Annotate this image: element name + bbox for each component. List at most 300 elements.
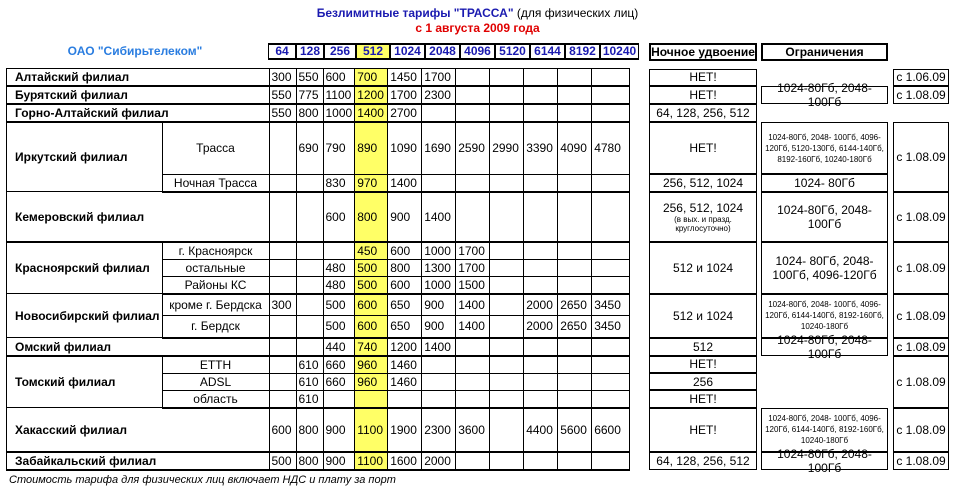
table-row: [7, 242, 630, 260]
footer-note: Стоимость тарифа для физических лиц включает НДС и плату за порт: [9, 474, 396, 486]
price-cell: [558, 104, 592, 122]
price-cell: [558, 373, 592, 390]
price-cell: [592, 192, 630, 242]
price-cell: 3450: [592, 294, 630, 316]
price-cell: 610: [296, 356, 323, 374]
page-title: [0, 6, 955, 20]
table-row: [7, 338, 630, 356]
price-cell: [592, 242, 630, 260]
price-cell: [323, 242, 355, 260]
company-name: ОАО "Сибирьтелеком": [67, 44, 203, 58]
date-cell-text: с 1.08.09: [896, 374, 946, 389]
price-cell: 1200: [388, 338, 422, 356]
price-cell: [592, 259, 630, 276]
date-cell-text: с 1.08.09: [896, 308, 946, 323]
table-row: [7, 356, 630, 374]
night-cell-text: НЕТ!: [689, 357, 717, 372]
date-cell-text: с 1.08.09: [896, 422, 946, 437]
price-cell: 2990: [490, 122, 524, 174]
table-row: [7, 294, 630, 316]
limit-cell: [761, 81, 888, 109]
price-cell: [296, 174, 323, 192]
price-cell: 970: [355, 174, 388, 192]
branch-name: Забайкальский филиал: [7, 452, 270, 470]
night-cell: [649, 338, 757, 356]
date-cell: [893, 294, 949, 338]
price-cell: [524, 242, 558, 260]
price-cell: 4090: [558, 122, 592, 174]
price-cell: [269, 242, 296, 260]
date-cell-text: с 1.08.09: [896, 260, 946, 275]
sub-tariff-name: г. Бердск: [162, 316, 269, 338]
night-cell-text: 512 и 1024: [672, 308, 734, 323]
limit-cell-text: 1024-80Гб, 2048- 100Гб, 4096-120Гб, 6144-140Гб, 8192-160Гб, 10240-180Гб: [765, 414, 884, 445]
price-cell: 500: [269, 452, 296, 470]
limits-header: Ограничения: [761, 43, 888, 61]
price-cell: [388, 390, 422, 408]
price-cell: [269, 338, 296, 356]
price-cell: [524, 373, 558, 390]
price-cell: [456, 373, 490, 390]
price-cell: [558, 390, 592, 408]
price-cell: 790: [323, 122, 355, 174]
night-cell: [649, 69, 757, 87]
title-main: Безлимитные тарифы "ТРАССА": [316, 6, 514, 20]
price-cell: [490, 408, 524, 452]
limit-cell: [761, 446, 888, 475]
night-header: Ночное удвоение: [649, 43, 757, 61]
price-cell: [490, 276, 524, 294]
branch-name: Горно-Алтайский филиал: [7, 104, 270, 122]
price-cell: 660: [323, 356, 355, 374]
price-cell: [296, 242, 323, 260]
price-cell: 1500: [456, 276, 490, 294]
branch-name: Омский филиал: [7, 338, 270, 356]
price-cell: [558, 192, 592, 242]
price-cell: 1690: [422, 122, 456, 174]
table-row: [7, 192, 630, 242]
price-cell: [422, 373, 456, 390]
speed-header-64: 64: [268, 43, 296, 60]
limit-cell-text: 1024-80Гб, 2048- 100Гб: [777, 202, 872, 231]
night-cell-text: НЕТ!: [689, 70, 717, 85]
price-cell: 1450: [388, 69, 422, 87]
night-cell: [649, 356, 757, 374]
price-cell: [524, 192, 558, 242]
price-cell: [558, 86, 592, 104]
limit-cell: [761, 192, 888, 242]
date-cell: [893, 69, 949, 87]
speed-header-256: 256: [324, 43, 356, 60]
price-cell: [456, 356, 490, 374]
price-cell: [269, 356, 296, 374]
night-cell: [649, 294, 757, 338]
night-cell: [649, 174, 757, 192]
price-cell: 550: [269, 86, 296, 104]
price-cell: 800: [296, 104, 323, 122]
branch-name: Красноярский филиал: [7, 242, 163, 294]
date-cell: [893, 452, 949, 470]
price-cell: 450: [355, 242, 388, 260]
price-cell: 900: [422, 294, 456, 316]
price-cell: [558, 356, 592, 374]
price-cell: 2000: [422, 452, 456, 470]
table-row: [7, 408, 630, 452]
price-cell: 800: [296, 408, 323, 452]
price-cell: 700: [355, 69, 388, 87]
price-cell: 1000: [422, 276, 456, 294]
price-cell: 610: [296, 390, 323, 408]
price-cell: 440: [323, 338, 355, 356]
price-cell: [456, 104, 490, 122]
price-cell: 800: [388, 259, 422, 276]
night-cell: [649, 390, 757, 408]
price-cell: 600: [269, 408, 296, 452]
price-cell: [490, 452, 524, 470]
date-cell: [893, 122, 949, 192]
price-cell: 960: [355, 373, 388, 390]
price-cell: [269, 174, 296, 192]
speed-header-1024: 1024: [390, 43, 425, 60]
sub-tariff-name: г. Красноярск: [162, 242, 269, 260]
price-cell: 3600: [456, 408, 490, 452]
price-cell: 610: [296, 373, 323, 390]
night-cell-text: 512: [692, 339, 714, 354]
date-cell-text: с 1.06.09: [896, 70, 946, 85]
price-cell: 1700: [456, 259, 490, 276]
price-cell: 960: [355, 356, 388, 374]
night-cell-text: 256: [692, 374, 714, 389]
sub-tariff-name: Районы КС: [162, 276, 269, 294]
price-cell: 600: [355, 316, 388, 338]
price-cell: 1400: [456, 294, 490, 316]
price-cell: 300: [269, 294, 296, 316]
price-cell: 1460: [388, 373, 422, 390]
price-cell: [592, 276, 630, 294]
price-cell: [490, 104, 524, 122]
price-cell: 550: [269, 104, 296, 122]
price-cell: 650: [388, 316, 422, 338]
price-cell: 600: [388, 276, 422, 294]
night-cell-text: 512 и 1024: [672, 260, 734, 275]
price-cell: 3390: [524, 122, 558, 174]
branch-name: Бурятский филиал: [7, 86, 270, 104]
price-cell: [524, 86, 558, 104]
price-cell: 800: [296, 452, 323, 470]
price-cell: [456, 390, 490, 408]
price-cell: [524, 69, 558, 87]
date-cell: [893, 408, 949, 452]
night-cell-text: 64, 128, 256, 512: [656, 106, 750, 120]
price-cell: 1700: [388, 86, 422, 104]
price-cell: 1200: [355, 86, 388, 104]
night-cell-text: НЕТ!: [689, 422, 717, 437]
price-cell: 1400: [422, 192, 456, 242]
price-cell: [524, 259, 558, 276]
table-row: [7, 69, 630, 87]
sub-tariff-name: Трасса: [162, 122, 269, 174]
effective-date: с 1 августа 2009 года: [415, 21, 540, 35]
price-cell: [592, 86, 630, 104]
price-cell: 740: [355, 338, 388, 356]
night-cell-text: НЕТ!: [689, 88, 717, 102]
night-cell: [649, 373, 757, 390]
price-cell: [558, 174, 592, 192]
date-cell-text: с 1.08.09: [896, 209, 946, 224]
price-cell: [422, 174, 456, 192]
price-cell: [524, 356, 558, 374]
price-cell: [592, 356, 630, 374]
branch-name: Новосибирский филиал: [7, 294, 163, 338]
price-cell: 1300: [422, 259, 456, 276]
price-cell: [592, 338, 630, 356]
price-cell: [490, 316, 524, 338]
price-cell: [490, 338, 524, 356]
price-cell: 2650: [558, 294, 592, 316]
price-cell: 1000: [323, 104, 355, 122]
date-cell: [893, 356, 949, 408]
price-cell: [524, 174, 558, 192]
price-cell: 4780: [592, 122, 630, 174]
price-cell: 1460: [388, 356, 422, 374]
price-cell: 650: [388, 294, 422, 316]
price-cell: [269, 192, 296, 242]
price-cell: 1400: [456, 316, 490, 338]
price-cell: 550: [296, 69, 323, 87]
price-cell: [296, 338, 323, 356]
price-cell: 1400: [355, 104, 388, 122]
night-cell: [649, 192, 757, 242]
branch-name: Томский филиал: [7, 356, 163, 408]
speed-header-8192: 8192: [565, 43, 600, 60]
price-cell: 690: [296, 122, 323, 174]
night-cell: [649, 242, 757, 294]
price-cell: [490, 373, 524, 390]
price-cell: [490, 294, 524, 316]
tariff-table: [6, 68, 630, 471]
price-cell: [355, 390, 388, 408]
price-cell: 2300: [422, 408, 456, 452]
price-cell: [524, 338, 558, 356]
price-cell: [490, 242, 524, 260]
price-cell: 900: [422, 316, 456, 338]
date-cell: [893, 338, 949, 356]
night-cell-text: НЕТ!: [689, 141, 717, 155]
limit-cell-text: 1024-80Гб, 2048- 100Гб: [777, 446, 872, 475]
price-cell: [456, 86, 490, 104]
price-cell: 4400: [524, 408, 558, 452]
sub-tariff-name: остальные: [162, 259, 269, 276]
price-cell: 2590: [456, 122, 490, 174]
price-cell: 2700: [388, 104, 422, 122]
price-cell: [592, 390, 630, 408]
limit-cell: [761, 122, 888, 174]
price-cell: 600: [388, 242, 422, 260]
price-cell: [269, 390, 296, 408]
price-cell: [456, 174, 490, 192]
price-cell: [269, 259, 296, 276]
date-cell-text: с 1.08.09: [896, 149, 946, 164]
branch-name: Алтайский филиал: [7, 69, 270, 87]
price-cell: 775: [296, 86, 323, 104]
price-cell: 300: [269, 69, 296, 87]
sub-tariff-name: ADSL: [162, 373, 269, 390]
price-cell: [296, 294, 323, 316]
speed-header-512: 512: [356, 43, 390, 60]
branch-name: Хакасский филиал: [7, 408, 270, 452]
price-cell: [296, 192, 323, 242]
price-cell: 1100: [355, 452, 388, 470]
price-cell: 1600: [388, 452, 422, 470]
speed-header-2048: 2048: [425, 43, 460, 60]
table-row: [7, 122, 630, 174]
price-cell: 1090: [388, 122, 422, 174]
price-cell: [490, 259, 524, 276]
night-cell-text: 64, 128, 256, 512: [656, 453, 750, 468]
price-cell: 1900: [388, 408, 422, 452]
price-cell: 1700: [422, 69, 456, 87]
price-cell: [592, 69, 630, 87]
sub-tariff-name: Ночная Трасса: [162, 174, 269, 192]
price-cell: 600: [323, 192, 355, 242]
price-cell: [558, 259, 592, 276]
price-cell: [558, 69, 592, 87]
price-cell: 600: [355, 294, 388, 316]
limit-cell: [761, 294, 888, 338]
price-cell: [456, 452, 490, 470]
limit-cell-text: 1024-80Гб, 2048- 100Гб: [777, 332, 872, 361]
night-cell-text: 256, 512, 1024: [662, 175, 744, 190]
date-cell-text: с 1.08.09: [896, 339, 946, 354]
night-cell-text: 256, 512, 1024: [662, 200, 744, 215]
price-cell: [422, 390, 456, 408]
price-cell: [524, 104, 558, 122]
price-cell: 3450: [592, 316, 630, 338]
price-cell: [296, 259, 323, 276]
price-cell: 1100: [323, 86, 355, 104]
date-cell: [893, 86, 949, 104]
price-cell: 480: [323, 276, 355, 294]
price-cell: [323, 390, 355, 408]
price-cell: 900: [323, 408, 355, 452]
price-cell: [592, 174, 630, 192]
price-cell: [456, 69, 490, 87]
price-cell: 6600: [592, 408, 630, 452]
price-cell: [269, 373, 296, 390]
speed-header-10240: 10240: [600, 43, 639, 60]
price-cell: [490, 356, 524, 374]
price-cell: [490, 86, 524, 104]
limit-cell-text: 1024-80Гб, 2048- 100Гб, 4096-120Гб, 5120-130Гб, 6144-140Гб, 8192-160Гб, 10240-180Гб: [765, 132, 884, 164]
limit-cell: [761, 408, 888, 452]
price-cell: [524, 390, 558, 408]
date-cell: [893, 242, 949, 294]
night-cell: [649, 122, 757, 174]
price-cell: [456, 192, 490, 242]
price-cell: 1100: [355, 408, 388, 452]
table-row: [7, 452, 630, 470]
night-cell: [649, 86, 757, 104]
price-cell: 1400: [422, 338, 456, 356]
date-cell-text: с 1.08.09: [896, 88, 946, 102]
price-cell: [422, 356, 456, 374]
price-cell: [558, 338, 592, 356]
price-cell: [558, 242, 592, 260]
price-cell: 2300: [422, 86, 456, 104]
branch-name: Кемеровский филиал: [7, 192, 270, 242]
price-cell: 900: [323, 452, 355, 470]
price-cell: [592, 452, 630, 470]
night-cell: [649, 452, 757, 470]
price-cell: 2650: [558, 316, 592, 338]
price-cell: [456, 338, 490, 356]
price-cell: 830: [323, 174, 355, 192]
limit-cell: [761, 332, 888, 361]
price-cell: [524, 452, 558, 470]
price-cell: [558, 276, 592, 294]
price-cell: [490, 192, 524, 242]
sub-tariff-name: ETTH: [162, 356, 269, 374]
price-cell: [269, 316, 296, 338]
table-row: [7, 86, 630, 104]
table-row: [7, 104, 630, 122]
price-cell: 1000: [422, 242, 456, 260]
price-cell: [558, 452, 592, 470]
price-cell: [592, 373, 630, 390]
price-cell: [269, 122, 296, 174]
price-cell: 800: [355, 192, 388, 242]
price-cell: 500: [355, 276, 388, 294]
price-cell: 660: [323, 373, 355, 390]
price-cell: 890: [355, 122, 388, 174]
limit-cell-text: 1024- 80Гб, 2048- 100Гб, 4096-120Гб: [772, 253, 877, 282]
limit-cell-text: 1024-80Гб, 2048- 100Гб, 4096-120Гб, 6144-140Гб, 8192-160Гб, 10240-180Гб: [765, 300, 884, 331]
price-cell: 500: [323, 294, 355, 316]
date-cell: [893, 192, 949, 242]
title-note: (для физических лиц): [516, 6, 639, 20]
price-cell: 5600: [558, 408, 592, 452]
price-cell: 600: [323, 69, 355, 87]
price-cell: [490, 174, 524, 192]
sub-tariff-name: область: [162, 390, 269, 408]
speed-header-128: 128: [296, 43, 324, 60]
price-cell: 1400: [388, 174, 422, 192]
price-cell: [524, 276, 558, 294]
price-cell: 900: [388, 192, 422, 242]
limit-cell: [761, 174, 888, 192]
speed-header-5120: 5120: [495, 43, 530, 60]
night-cell: [649, 104, 757, 122]
price-cell: 500: [355, 259, 388, 276]
price-cell: 500: [323, 316, 355, 338]
price-cell: [296, 316, 323, 338]
limit-cell-text: 1024- 80Гб: [794, 175, 855, 190]
limit-cell: [761, 242, 888, 294]
night-cell: [649, 408, 757, 452]
price-cell: [296, 276, 323, 294]
price-cell: 2000: [524, 316, 558, 338]
branch-name: Иркутский филиал: [7, 122, 163, 192]
sub-tariff-name: кроме г. Бердска: [162, 294, 269, 316]
limit-cell-text: 1024-80Гб, 2048- 100Гб: [777, 81, 872, 109]
price-cell: [422, 104, 456, 122]
speed-header-4096: 4096: [460, 43, 495, 60]
night-cell-text: НЕТ!: [689, 391, 717, 406]
price-cell: [490, 69, 524, 87]
night-note: (в вых. и празд. круглосуточно): [674, 214, 732, 233]
speed-header-6144: 6144: [530, 43, 565, 60]
date-cell-text: с 1.08.09: [896, 453, 946, 468]
